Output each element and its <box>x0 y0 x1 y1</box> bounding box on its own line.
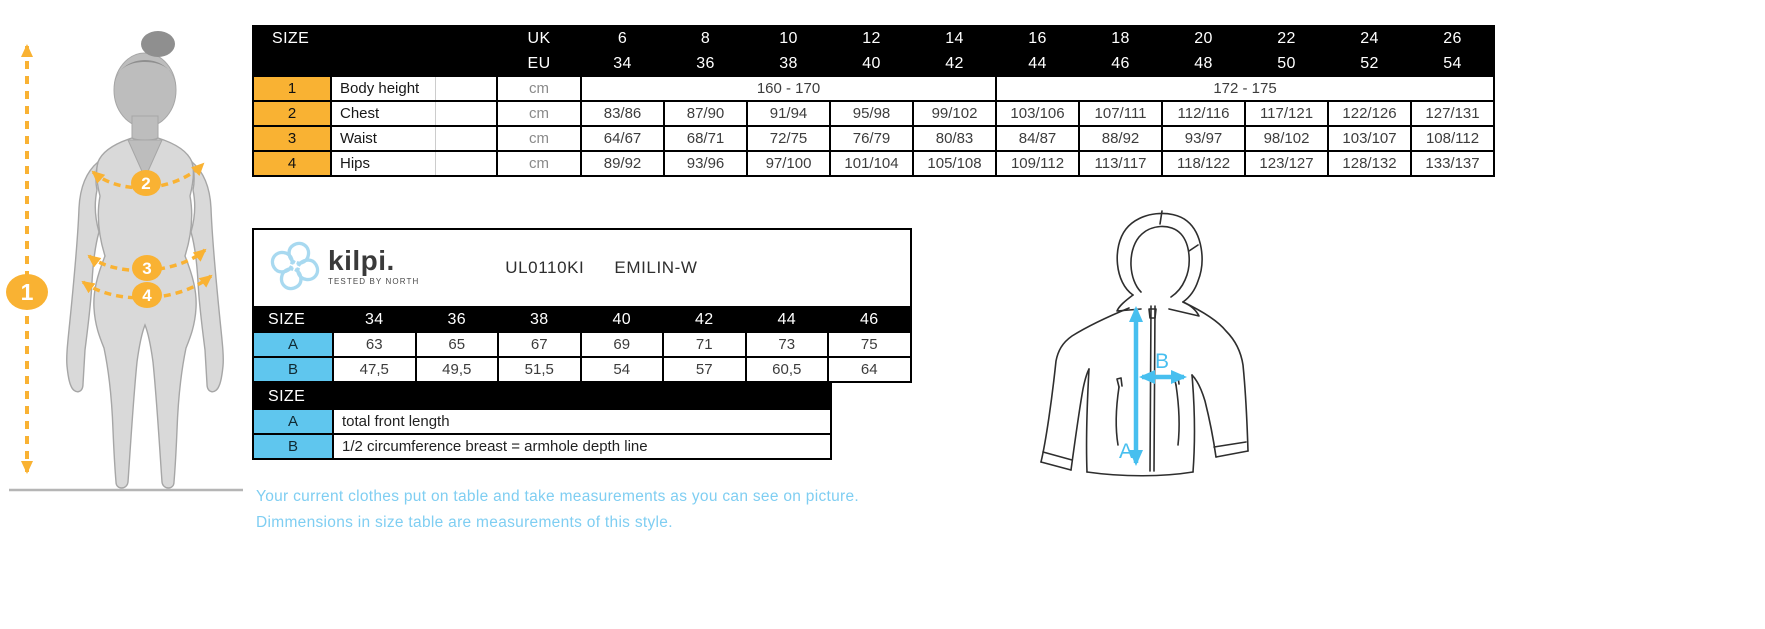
cell-value: 89/92 <box>581 151 664 176</box>
cell-value: 72/75 <box>747 126 830 151</box>
size-col: 38 <box>498 307 581 332</box>
header-spacer <box>253 51 497 76</box>
body-measurement-figure <box>5 20 245 515</box>
cell-value: 128/132 <box>1328 151 1411 176</box>
legend-row-a <box>253 409 831 434</box>
table-row-waist <box>253 126 1494 151</box>
hips-badge <box>132 282 162 308</box>
brand-tagline: TESTED BY NORTH <box>328 276 420 286</box>
size-header: SIZE <box>253 384 831 409</box>
row-unit: cm <box>497 126 581 151</box>
table-row-b <box>253 357 911 382</box>
cell-value: 64/67 <box>581 126 664 151</box>
size-col: 40 <box>581 307 664 332</box>
cell-value: 118/122 <box>1162 151 1245 176</box>
uk-size: 26 <box>1411 26 1494 51</box>
cell-value: 99/102 <box>913 101 996 126</box>
uk-size: 24 <box>1328 26 1411 51</box>
cell-value: 80/83 <box>913 126 996 151</box>
cell-value: 97/100 <box>747 151 830 176</box>
product-size-table <box>252 228 912 383</box>
note-line: Your current clothes put on table and take measurements as you can see on picture. <box>256 488 860 505</box>
row-label: B <box>253 434 333 459</box>
size-col: 36 <box>416 307 499 332</box>
waist-badge-label: 3 <box>142 259 152 278</box>
row-label: Hips <box>331 151 497 176</box>
cell-value: 47,5 <box>333 357 416 382</box>
row-label: A <box>253 409 333 434</box>
arrow-a-label: A <box>1119 440 1134 463</box>
cell-value: 108/112 <box>1411 126 1494 151</box>
legend-description: total front length <box>333 409 831 434</box>
cell-value: 68/71 <box>664 126 747 151</box>
row-unit: cm <box>497 101 581 126</box>
uk-size: 8 <box>664 26 747 51</box>
row-number: 3 <box>253 126 331 151</box>
size-col: 44 <box>746 307 829 332</box>
cell-value: 112/116 <box>1162 101 1245 126</box>
row-unit: cm <box>497 76 581 101</box>
cell-value: 65 <box>416 332 499 357</box>
size-col: 46 <box>828 307 911 332</box>
uk-size: 12 <box>830 26 913 51</box>
cell-value: 75 <box>828 332 911 357</box>
cell-value: 71 <box>663 332 746 357</box>
cell-value: 172 - 175 <box>996 76 1494 101</box>
uk-header: UK <box>497 26 581 51</box>
jacket-illustration <box>1012 205 1282 490</box>
eu-size: 42 <box>913 51 996 76</box>
cell-value: 93/97 <box>1162 126 1245 151</box>
row-label: Body height <box>331 76 497 101</box>
cell-value: 83/86 <box>581 101 664 126</box>
size-header: SIZE <box>253 307 333 332</box>
cell-value: 93/96 <box>664 151 747 176</box>
cell-value: 103/106 <box>996 101 1079 126</box>
note-line: Dimmensions in size table are measurements of this style. <box>256 514 673 531</box>
kilpi-logo <box>270 240 419 292</box>
cell-value: 101/104 <box>830 151 913 176</box>
cell-value: 98/102 <box>1245 126 1328 151</box>
eu-header: EU <box>497 51 581 76</box>
cell-value: 57 <box>663 357 746 382</box>
cell-value: 51,5 <box>498 357 581 382</box>
uk-size: 16 <box>996 26 1079 51</box>
eu-size: 44 <box>996 51 1079 76</box>
chest-badge <box>131 170 161 196</box>
uk-size: 18 <box>1079 26 1162 51</box>
eu-size: 46 <box>1079 51 1162 76</box>
jacket-measurement-diagram <box>1012 205 1282 490</box>
cell-value: 91/94 <box>747 101 830 126</box>
cell-value: 54 <box>581 357 664 382</box>
size-col: 42 <box>663 307 746 332</box>
cell-value: 103/107 <box>1328 126 1411 151</box>
eu-size: 40 <box>830 51 913 76</box>
measurement-legend-table <box>252 383 832 460</box>
table-row-a <box>253 332 911 357</box>
cell-value: 63 <box>333 332 416 357</box>
row-label: Waist <box>331 126 497 151</box>
row-unit: cm <box>497 151 581 176</box>
body-measurement-diagram <box>5 20 245 515</box>
cell-value: 122/126 <box>1328 101 1411 126</box>
table-row-chest <box>253 101 1494 126</box>
eu-size: 50 <box>1245 51 1328 76</box>
cell-value: 113/117 <box>1079 151 1162 176</box>
row-label: B <box>253 357 333 382</box>
legend-row-b <box>253 434 831 459</box>
table-row-hips <box>253 151 1494 176</box>
cell-value: 64 <box>828 357 911 382</box>
cell-value: 105/108 <box>913 151 996 176</box>
cell-value: 95/98 <box>830 101 913 126</box>
cell-value: 76/79 <box>830 126 913 151</box>
cell-value: 127/131 <box>1411 101 1494 126</box>
height-badge-label: 1 <box>20 279 34 305</box>
jacket-outline <box>1041 211 1248 476</box>
eu-size: 48 <box>1162 51 1245 76</box>
table-row-body-height <box>253 76 1494 101</box>
product-header-cell <box>253 229 911 307</box>
cell-value: 133/137 <box>1411 151 1494 176</box>
body-size-table <box>252 25 1495 177</box>
eu-size: 38 <box>747 51 830 76</box>
chest-badge-label: 2 <box>141 174 151 193</box>
cell-value: 60,5 <box>746 357 829 382</box>
row-number: 1 <box>253 76 331 101</box>
cell-value: 107/111 <box>1079 101 1162 126</box>
waist-badge <box>132 255 162 281</box>
cell-value: 123/127 <box>1245 151 1328 176</box>
cell-value: 84/87 <box>996 126 1079 151</box>
cell-value: 117/121 <box>1245 101 1328 126</box>
cell-value: 73 <box>746 332 829 357</box>
legend-description: 1/2 circumference breast = armhole depth line <box>333 434 831 459</box>
row-label: Chest <box>331 101 497 126</box>
arrow-b-label: B <box>1155 350 1170 373</box>
row-label: A <box>253 332 333 357</box>
size-header: SIZE <box>253 26 497 51</box>
cell-value: 109/112 <box>996 151 1079 176</box>
eu-size: 52 <box>1328 51 1411 76</box>
cell-value: 49,5 <box>416 357 499 382</box>
eu-size: 34 <box>581 51 664 76</box>
eu-size: 54 <box>1411 51 1494 76</box>
cell-value: 160 - 170 <box>581 76 996 101</box>
hips-badge-label: 4 <box>142 286 152 305</box>
arrow-b-icon <box>1142 350 1184 377</box>
height-badge <box>6 274 48 310</box>
size-col: 34 <box>333 307 416 332</box>
row-number: 4 <box>253 151 331 176</box>
cell-value: 87/90 <box>664 101 747 126</box>
cell-value: 69 <box>581 332 664 357</box>
kilpi-knot-icon <box>270 240 320 292</box>
uk-size: 10 <box>747 26 830 51</box>
uk-size: 14 <box>913 26 996 51</box>
eu-size: 36 <box>664 51 747 76</box>
brand-name: kilpi. <box>328 244 395 276</box>
cell-value: 88/92 <box>1079 126 1162 151</box>
product-code: UL0110KI <box>505 258 585 277</box>
uk-size: 6 <box>581 26 664 51</box>
uk-size: 22 <box>1245 26 1328 51</box>
product-name: EMILIN-W <box>614 258 698 277</box>
measurement-notes <box>256 484 859 536</box>
row-number: 2 <box>253 101 331 126</box>
uk-size: 20 <box>1162 26 1245 51</box>
cell-value: 67 <box>498 332 581 357</box>
